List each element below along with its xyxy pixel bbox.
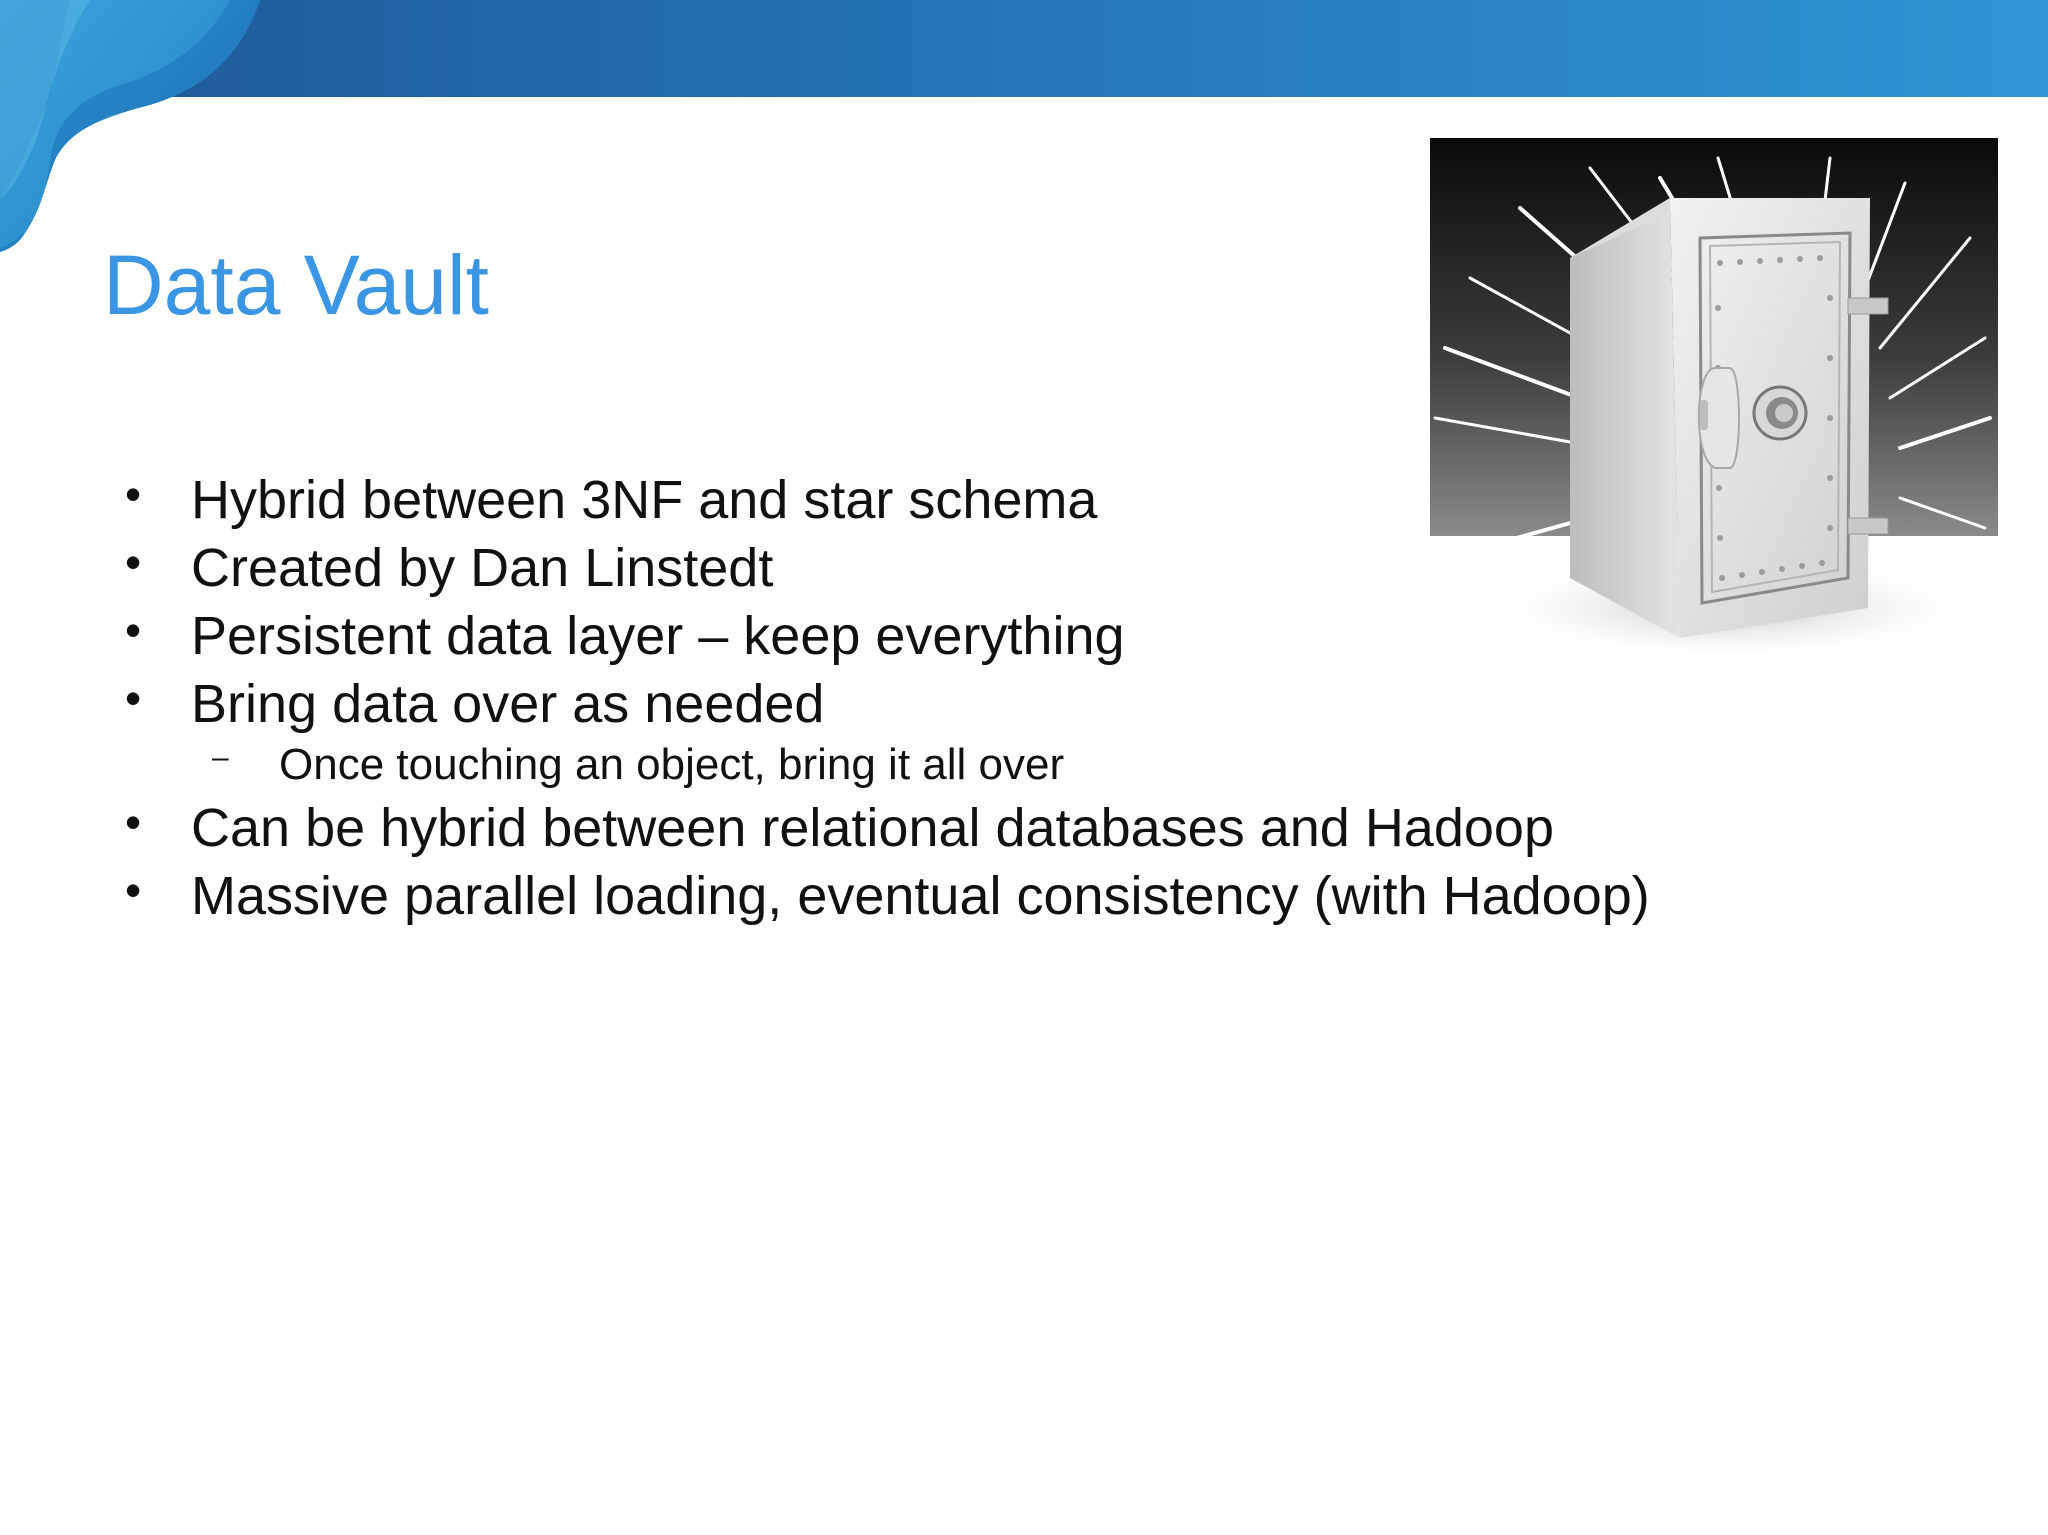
sub-bullet-marker: – [212,741,229,774]
bullet-text: Hybrid between 3NF and star schema [191,470,1098,530]
bullet-text: Created by Dan Linstedt [191,538,774,598]
bullet-marker: • [125,672,142,724]
slide-title: Data Vault [103,238,489,332]
bullet-marker: • [125,604,142,656]
bullet-text: Persistent data layer – keep everything [191,606,1125,666]
bullet-marker: • [125,796,142,848]
sub-bullet-item [212,740,1065,789]
bullet-text: Bring data over as needed [191,674,825,734]
bullet-text: Can be hybrid between relational databases and Hadoop [191,798,1554,858]
bullet-item [125,604,1125,666]
bullet-item [125,796,1554,858]
bullet-item [125,864,1650,926]
bullet-text: Massive parallel loading, eventual consistency (with Hadoop) [191,866,1650,926]
bullet-marker: • [125,864,142,916]
bullet-item [125,672,825,734]
bullet-item [125,536,774,598]
bullet-marker: • [125,468,142,520]
bullet-marker: • [125,536,142,588]
sub-bullet-text: Once touching an object, bring it all over [279,740,1065,789]
bullet-item [125,468,1098,530]
